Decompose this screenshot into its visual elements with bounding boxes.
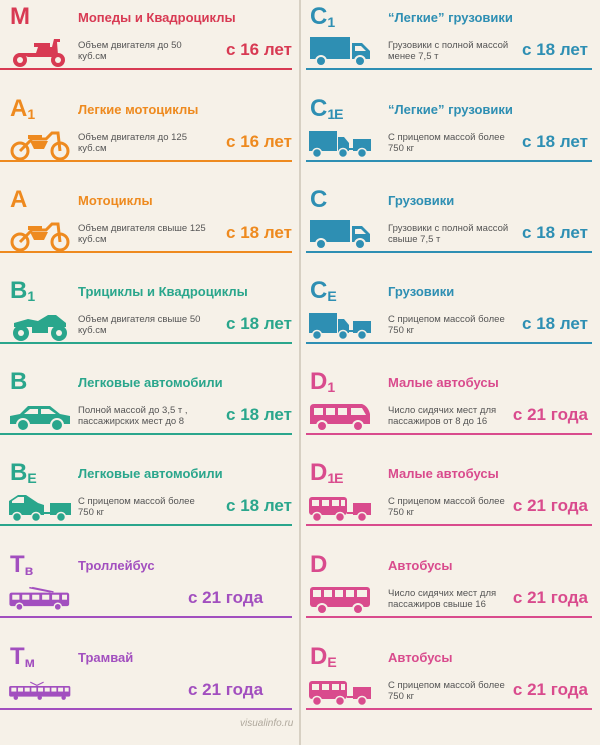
- category-DE: [300, 640, 600, 730]
- trolleybus-icon: [8, 581, 98, 617]
- category-title: Мотоциклы: [78, 193, 153, 208]
- minimum-age: с 21 года: [512, 680, 588, 699]
- category-letter: $T_м$: [10, 643, 35, 670]
- category-title: Трициклы и Квадроциклы: [78, 284, 248, 299]
- right-column: [300, 0, 600, 745]
- category-letter: B: [10, 368, 27, 395]
- category-letter: $D_E$: [310, 643, 336, 670]
- category-D1E: [300, 456, 600, 546]
- category-title: Грузовики: [388, 193, 455, 208]
- truck-icon: [308, 216, 372, 252]
- minimum-age: с 21 года: [512, 496, 588, 515]
- category-description: Грузовики с полной массой менее 7,5 т: [388, 40, 509, 62]
- category-title: Легкие мотоциклы: [78, 102, 199, 117]
- category-description: Объем двигателя до 125 куб.см: [78, 132, 187, 154]
- category-description: Число сидячих мест для пассажиров от 8 до 16: [388, 405, 497, 427]
- category-Tm: [0, 640, 300, 730]
- divider-line: [306, 251, 592, 253]
- quad-bike-icon: [8, 307, 72, 343]
- watermark: visualinfo.ru: [240, 718, 294, 729]
- category-title: Автобусы: [388, 650, 453, 665]
- divider-line: [0, 708, 292, 710]
- category-letter: D: [310, 551, 327, 578]
- minimum-age: с 18 лет: [226, 496, 292, 515]
- category-description: Объем двигателя до 50 куб.см: [78, 40, 182, 62]
- category-letter: $C_{1E}$: [310, 95, 343, 122]
- truck-icon: [308, 33, 372, 69]
- category-letter: $B_E$: [10, 459, 36, 486]
- category-B: [0, 365, 300, 455]
- category-title: “Легкие” грузовики: [388, 10, 513, 25]
- category-Tb: [0, 548, 300, 638]
- scooter-icon: [8, 33, 72, 69]
- divider-line: [306, 342, 592, 344]
- motorcycle-icon: [8, 125, 72, 161]
- category-letter: $D_1$: [310, 368, 335, 395]
- category-M: [0, 0, 300, 90]
- category-title: Троллейбус: [78, 558, 155, 573]
- category-D: [300, 548, 600, 638]
- minimum-age: с 18 лет: [522, 132, 588, 151]
- divider-line: [0, 251, 292, 253]
- category-letter: $T_в$: [10, 551, 33, 578]
- category-D1: [300, 365, 600, 455]
- truck-trailer-icon: [308, 125, 372, 161]
- category-description: С прицепом массой более 750 кг: [388, 314, 505, 336]
- category-letter: $C_E$: [310, 277, 336, 304]
- category-description: С прицепом массой более 750 кг: [388, 132, 505, 154]
- bus-icon: [308, 581, 372, 617]
- tram-icon: [8, 673, 123, 709]
- category-C1E: [300, 92, 600, 182]
- car-trailer-icon: [8, 489, 72, 525]
- category-description: Объем двигателя свыше 125 куб.см: [78, 223, 206, 245]
- divider-line: [306, 524, 592, 526]
- category-title: Мопеды и Квадроциклы: [78, 10, 236, 25]
- category-letter: C: [310, 186, 327, 213]
- category-letter: $A_1$: [10, 95, 35, 122]
- truck-trailer-icon: [308, 307, 372, 343]
- category-title: Малые автобусы: [388, 466, 499, 481]
- minimum-age: с 21 года: [512, 405, 588, 424]
- category-description: Полной массой до 3,5 т , пассажирских мест до 8: [78, 405, 188, 427]
- divider-line: [0, 433, 292, 435]
- category-title: Малые автобусы: [388, 375, 499, 390]
- divider-line: [306, 708, 592, 710]
- category-A1: [0, 92, 300, 182]
- bus-trailer-icon: [308, 673, 372, 709]
- minimum-age: с 18 лет: [522, 223, 588, 242]
- divider-line: [306, 160, 592, 162]
- minimum-age: с 18 лет: [226, 314, 292, 333]
- category-letter: A: [10, 186, 27, 213]
- category-title: Легковые автомобили: [78, 466, 223, 481]
- divider-line: [306, 68, 592, 70]
- category-C1: [300, 0, 600, 90]
- category-title: Трамвай: [78, 650, 134, 665]
- divider-line: [0, 342, 292, 344]
- category-description: Число сидячих мест для пассажиров свыше 16: [388, 588, 497, 610]
- category-C: [300, 183, 600, 273]
- category-A: [0, 183, 300, 273]
- category-title: Грузовики: [388, 284, 455, 299]
- divider-line: [0, 524, 292, 526]
- car-icon: [8, 398, 72, 434]
- category-description: С прицепом массой более 750 кг: [78, 496, 195, 518]
- minimum-age: с 18 лет: [226, 223, 292, 242]
- divider-line: [306, 433, 592, 435]
- divider-line: [0, 68, 292, 70]
- category-title: Легковые автомобили: [78, 375, 223, 390]
- category-description: С прицепом массой более 750 кг: [388, 680, 505, 702]
- category-title: “Легкие” грузовики: [388, 102, 513, 117]
- divider-line: [0, 160, 292, 162]
- divider-line: [0, 616, 292, 618]
- category-title: Автобусы: [388, 558, 453, 573]
- motorcycle-icon: [8, 216, 72, 252]
- category-letter: $C_1$: [310, 3, 335, 30]
- minimum-age: с 21 года: [512, 588, 588, 607]
- category-B1: [0, 274, 300, 364]
- minimum-age: с 18 лет: [522, 40, 588, 59]
- category-letter: M: [10, 3, 29, 30]
- category-description: Объем двигателя свыше 50 куб.см: [78, 314, 201, 336]
- category-letter: $D_{1E}$: [310, 459, 343, 486]
- category-description: С прицепом массой более 750 кг: [388, 496, 505, 518]
- category-CE: [300, 274, 600, 364]
- bus-trailer-icon: [308, 489, 372, 525]
- minimum-age: с 21 года: [188, 588, 264, 607]
- minimum-age: с 18 лет: [226, 405, 292, 424]
- minimum-age: с 18 лет: [522, 314, 588, 333]
- minimum-age: с 16 лет: [226, 40, 292, 59]
- category-letter: $B_1$: [10, 277, 35, 304]
- category-description: Грузовики с полной массой свыше 7,5 т: [388, 223, 509, 245]
- category-BE: [0, 456, 300, 546]
- divider-line: [306, 616, 592, 618]
- minibus-icon: [308, 398, 372, 434]
- minimum-age: с 21 года: [188, 680, 264, 699]
- minimum-age: с 16 лет: [226, 132, 292, 151]
